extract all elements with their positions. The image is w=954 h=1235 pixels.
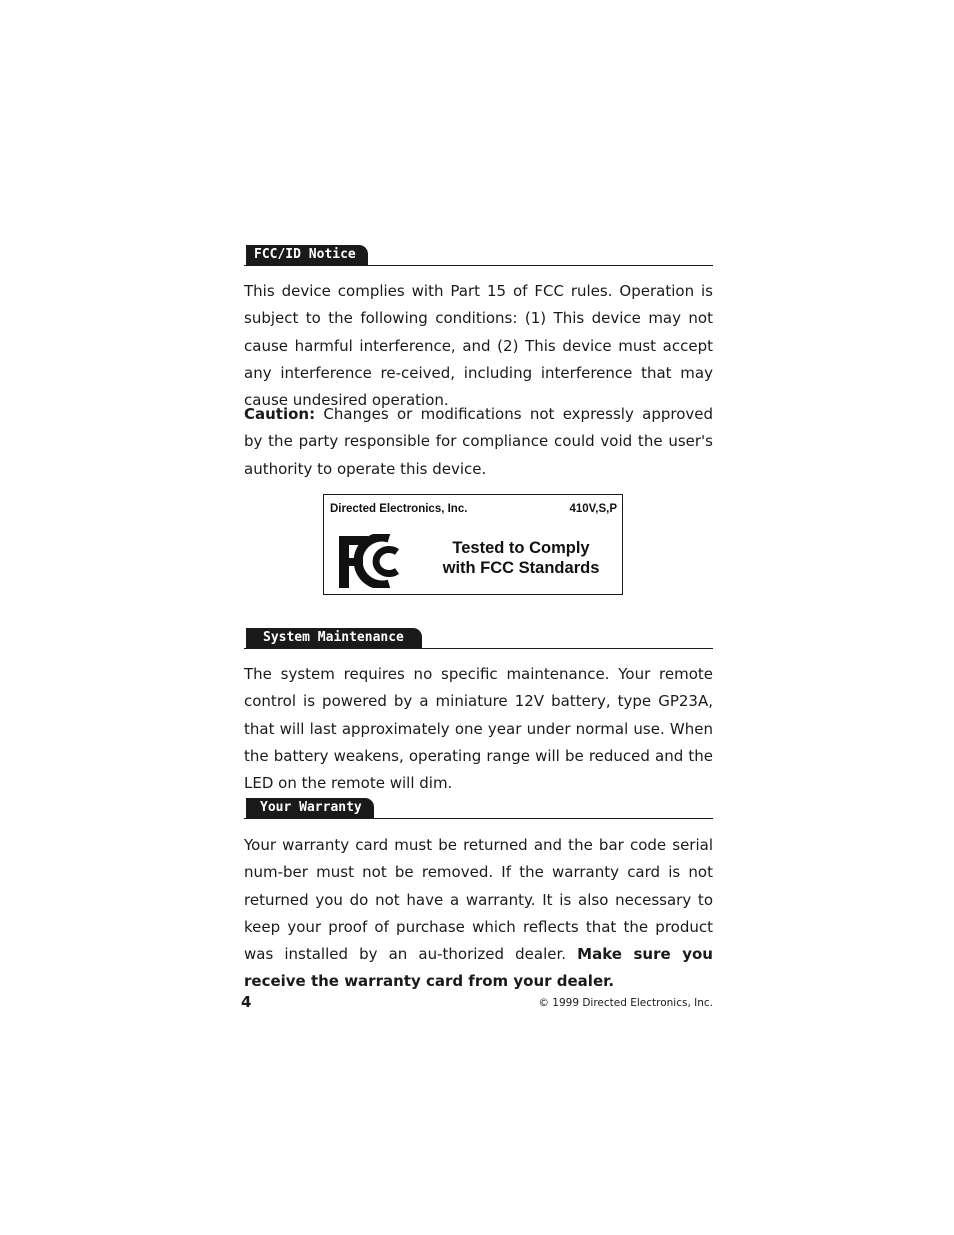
caution-label: Caution: <box>244 405 316 423</box>
warranty-text: Your warranty card must be returned and the bar code serial num-ber must not be removed. If the warranty card is not returned you do not have a warranty. It is also necessary to keep your proof of purchase which reflects that the product was installed by an au-thorized dealer. <box>244 836 713 964</box>
fcc-compliance-label <box>323 494 623 595</box>
maintenance-paragraph: The system requires no specific maintenance. Your remote control is powered by a miniature 12V battery, type GP23A, that will last approximately one year under normal use. When the battery weakens, operating range will be reduced and the LED on the remote will dim. <box>244 665 713 793</box>
warranty-bold-text: Make sure you receive the warranty card from your dealer. <box>244 945 713 991</box>
section-header-maintenance <box>244 626 713 649</box>
section-header-warranty <box>244 796 713 819</box>
section-title-maintenance: System Maintenance <box>246 628 422 648</box>
fcc-label-company: Directed Electronics, Inc. <box>330 503 468 515</box>
section-header-fcc <box>244 243 713 266</box>
fcc-logo-icon <box>339 534 414 588</box>
caution-paragraph <box>244 401 713 483</box>
section-title-fcc: FCC/ID Notice <box>246 245 368 265</box>
copyright-notice: © 1999 Directed Electronics, Inc. <box>538 997 713 1009</box>
fcc-paragraph: This device complies with Part 15 of FCC rules. Operation is subject to the following conditions: (1) This device may not cause harmful interference, and (2) This device must accept any interference re-ceived, including interference that may cause undesired operation. <box>244 282 713 410</box>
section-title-warranty: Your Warranty <box>246 798 374 818</box>
fcc-tested-line1: Tested to Comply <box>452 539 590 557</box>
warranty-paragraph <box>244 832 713 996</box>
fcc-tested-line2: with FCC Standards <box>442 559 600 577</box>
fcc-label-model: 410V,S,P <box>569 503 617 515</box>
fcc-tested-text <box>432 538 610 578</box>
page-number: 4 <box>241 993 252 1011</box>
caution-text: Changes or modifications not expressly approved by the party responsible for compliance could void the user's authority to operate this device. <box>244 405 713 478</box>
